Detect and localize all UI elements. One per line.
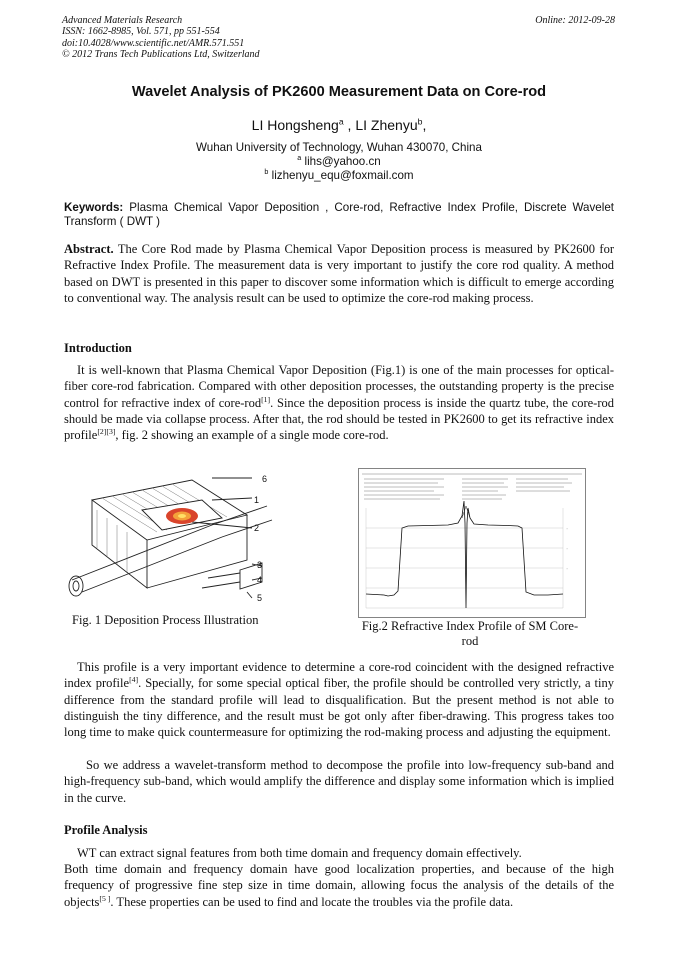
journal-header [62,15,260,60]
keywords-label: Keywords: [64,201,124,214]
svg-text:·: · [566,567,569,571]
author-2: LI Zhenyu [355,117,418,133]
svg-text:·: · [566,527,569,531]
deposition-illustration [62,470,294,606]
paper-title: Wavelet Analysis of PK2600 Measurement Data on Core-rod [131,84,547,100]
abstract-text: The Core Rod made by Plasma Chemical Vapor Deposition process is measured by PK2600 for Refractive Index Profile. The measurement data is very important to justify the core rod quality. A method based on DWT is presented in this paper to discover some information which is difficult to emerge according to conventional way. The analysis result can be used to optimize the core-rod making process. [64,242,614,305]
profile-analysis-heading: Profile Analysis [64,823,148,837]
intro-heading: Introduction [64,341,132,355]
fig1-caption: Fig. 1 Deposition Process Illustration [72,613,259,627]
profile-analysis-paragraph-2: Both time domain and frequency domain have good localization properties, and because of the high frequency of progressive fine step size in time domain, allowing focus the analysis of the details of the objects[5 ]. These properties can be used to find and locate the troubles via the profile data. [64,862,614,909]
copyright: © 2012 Trans Tech Publications Ltd, Switzerland [62,48,260,60]
abstract [64,241,614,306]
journal-name: Advanced Materials Research [62,15,183,26]
online-date: Online: 2012-09-28 [535,15,615,26]
refractive-index-profile-plot [358,468,586,618]
fig2-caption: Fig.2 Refractive Index Profile of SM Core-rod [361,619,579,648]
email-b: $^b$ lizhenyu_equ@foxmail.com [264,167,414,182]
fig1-label-2: 2 [254,523,260,533]
abstract-label: Abstract. [64,242,114,256]
doi: doi:10.4028/www.scientific.net/AMR.571.551 [62,37,245,49]
fig1-label-1: 1 [254,495,260,505]
author-1: LI Hongsheng [251,117,339,133]
fig1-label-5: 5 [257,593,263,603]
intro-paragraph-1: It is well-known that Plasma Chemical Vapor Deposition (Fig.1) is one of the main processes for optical-fiber core-rod fabrication. Compared with other deposition processes, the outstanding property is the precise control for refractive index of core-rod[1]. Since the deposition process is inside the quartz tube, the core-rod should be made via collapse process. After that, the rod should be tested in PK2600 to get its refractive index profile[2][3], fig. 2 showing an example of a single mode core-rod. [64,363,614,443]
profile-analysis-paragraph-1: WT can extract signal features from both time domain and frequency domain effectively. [77,846,522,860]
fig1-label-6: 6 [262,474,268,484]
keywords [64,201,614,229]
fig1-label-3: 3 [257,560,263,570]
fig1-label-4: 4 [257,575,263,585]
email-a: $^a$ lihs@yahoo.cn [297,153,381,168]
svg-text:·: · [566,547,569,551]
issn: ISSN: 1662-8985, Vol. 571, pp 551-554 [62,26,220,38]
intro-paragraph-2: This profile is a very important evidence to determine a core-rod coincident with the designed refractive index profile[4]. Specially, for some special optical fiber, the profile should be controlled very strictly, a tiny difference from the standard profile will lead to disqualification. But the present method is not able to distinguish the tiny difference, and the result must be got only after fiber-drawing. This progress takes too long time to make quick countermeasure for optimizing the rod-making process and adjusting the equipment. [64,660,615,740]
keywords-text: Plasma Chemical Vapor Deposition , Core-rod, Refractive Index Profile, Discrete Wavelet Transform ( DWT ) [64,201,614,228]
affiliation-block [0,141,678,183]
intro-paragraph-3: So we address a wavelet-transform method to decompose the profile into low-frequency sub-band and high-frequency sub-band, which would amplify the difference and display some information which is implied in the curve. [64,758,614,805]
authors: LI Hongsheng$^a$ , LI Zhenyu$^b$, [251,116,427,133]
affiliation: Wuhan University of Technology, Wuhan 430070, China [196,141,482,154]
